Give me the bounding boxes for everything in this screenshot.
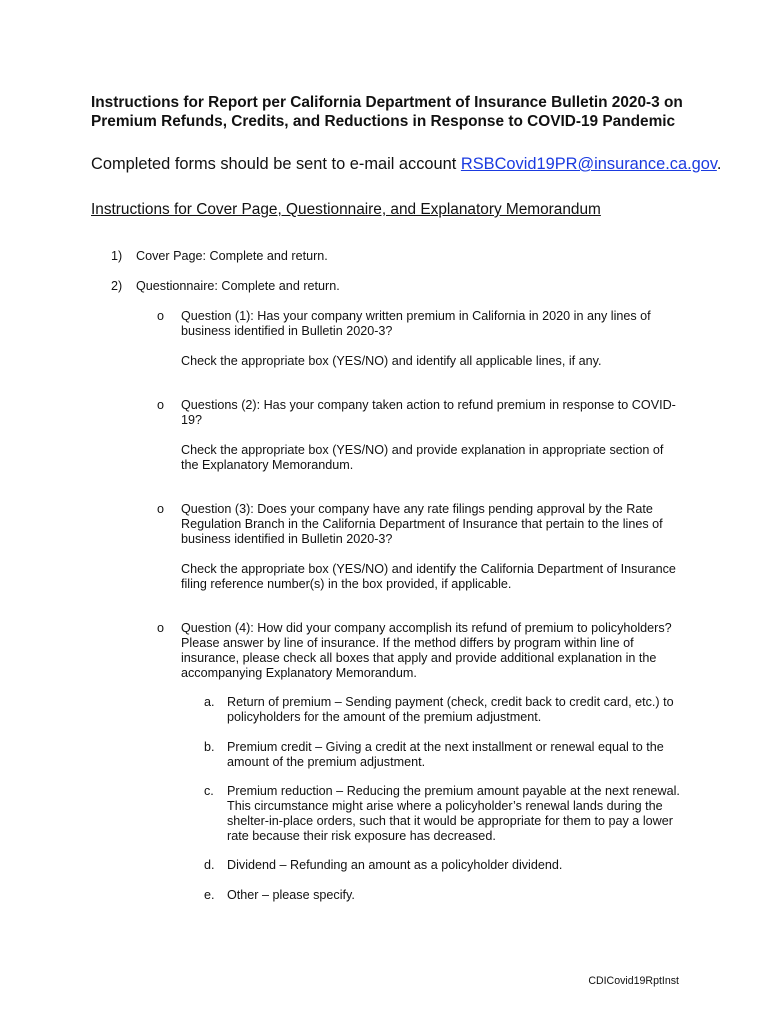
- bullet-marker: o: [157, 621, 165, 635]
- submission-suffix: .: [716, 155, 722, 173]
- question-text: Question (1): Has your company written premium in California in 2020 in any lines of business identified in Bulletin 2020-3?: [181, 309, 651, 338]
- section-heading: Instructions for Cover Page, Questionnaire, and Explanatory Memorandum: [91, 201, 601, 218]
- title-line-2: Premium Refunds, Credits, and Reductions in Response to COVID-19 Pandemic: [91, 113, 676, 130]
- question-instruction: Check the appropriate box (YES/NO) and identify the California Department of Insurance filing reference number(s) in the box provided, if applicable.: [181, 562, 676, 591]
- question-text: Questions (2): Has your company taken action to refund premium in response to COVID- 19?: [181, 398, 676, 427]
- method-letter: e.: [204, 888, 215, 902]
- method-letter: a.: [204, 695, 215, 709]
- question-instruction: Check the appropriate box (YES/NO) and provide explanation in appropriate section of the Explanatory Memorandum.: [181, 443, 664, 472]
- item-text: Questionnaire: Complete and return.: [136, 279, 340, 293]
- question-instruction: Check the appropriate box (YES/NO) and identify all applicable lines, if any.: [181, 354, 602, 368]
- item-text: Cover Page: Complete and return.: [136, 249, 328, 263]
- title-line-1: Instructions for Report per California Department of Insurance Bulletin 2020-3 on: [91, 94, 683, 111]
- bullet-marker: o: [157, 309, 165, 323]
- numbered-item-questionnaire: [111, 279, 711, 294]
- question-text: Question (4): How did your company accomplish its refund of premium to policyholders? Please answer by line of insurance. If the method differs by program within line of insurance, please check all boxes that apply and provide additional explanation in the accompanying Explanatory Memorandum.: [181, 621, 672, 680]
- submission-prefix: Completed forms should be sent to e-mail account: [91, 155, 461, 173]
- item-number: 1): [111, 249, 123, 263]
- bullet-marker: o: [157, 502, 165, 516]
- document-page: Instructions for Report per California Department of Insurance Bulletin 2020-3 on Premium Refunds, Credits, and Reductions in Response to COVID-19 Pandemic Completed forms should be sent to e-mail account RSBCovid19PR@insurance.ca.gov. Instructions for Cover Page, Questionnaire, and Explanatory Memorandum 1) Cover Page: Complete and return. 2) Questionnaire: Complete and return. o Question (1): Has your company written premium in California in 2020 in any lines of business identified in Bulletin 2020-3? Check the appropriate box (YES/NO) and identify all applicable lines, if any. o Questions (2): Has your company taken action to refund premium in response to COVID- 19? Check the appropriate box (YES/NO) and provide explanation in appropriate section of the Explanatory Memorandum. o Question (3): Does your company have any rate filings pending approval by the Rate Regulation Branch in the California Department of Insurance that pertain to the lines of business identified in Bulletin 2020-3? Check the appropriate box (YES/NO) and identify the California Department of Insurance filing reference number(s) in the box provided, if applicable. o Question (4): How did your company accomplish its refund of premium to policyholders? Please answer by line of insurance. If the method differs by program within line of insurance, please check all boxes that apply and provide additional explanation in the accompanying Explanatory Memorandum. a. Return of premium – Sending payment (check, credit back to credit card, etc.) to policyholders for the amount of the premium adjustment. b. Premium credit – Giving a credit at the next installment or renewal equal to the amount of the premium adjustment. c. Premium reduction – Reducing the premium amount payable at the next renewal. This circumstance might arise where a policyholder’s renewal lands during the shelter-in-place orders, such that it would be appropriate for them to pay a lower rate because their risk exposure has decreased. d. Dividend – Refunding an amount as a policyholder dividend. e. Other – please specify. CDICovid19RptInst: [91, 94, 722, 987]
- method-letter: d.: [204, 858, 215, 872]
- email-link[interactable]: RSBCovid19PR@insurance.ca.gov: [460, 155, 717, 173]
- submission-instruction: [91, 154, 722, 174]
- bullet-marker: o: [157, 398, 165, 412]
- document-title: [91, 93, 711, 131]
- method-letter: b.: [204, 740, 215, 754]
- question-text: Question (3): Does your company have any rate filings pending approval by the Rate Regulation Branch in the California Department of Insurance that pertain to the lines of business identified in Bulletin 2020-3?: [181, 502, 663, 546]
- method-letter: c.: [204, 784, 214, 798]
- numbered-item-cover-page: [111, 249, 711, 264]
- footer-form-id: CDICovid19RptInst: [588, 975, 679, 987]
- item-number: 2): [111, 279, 123, 293]
